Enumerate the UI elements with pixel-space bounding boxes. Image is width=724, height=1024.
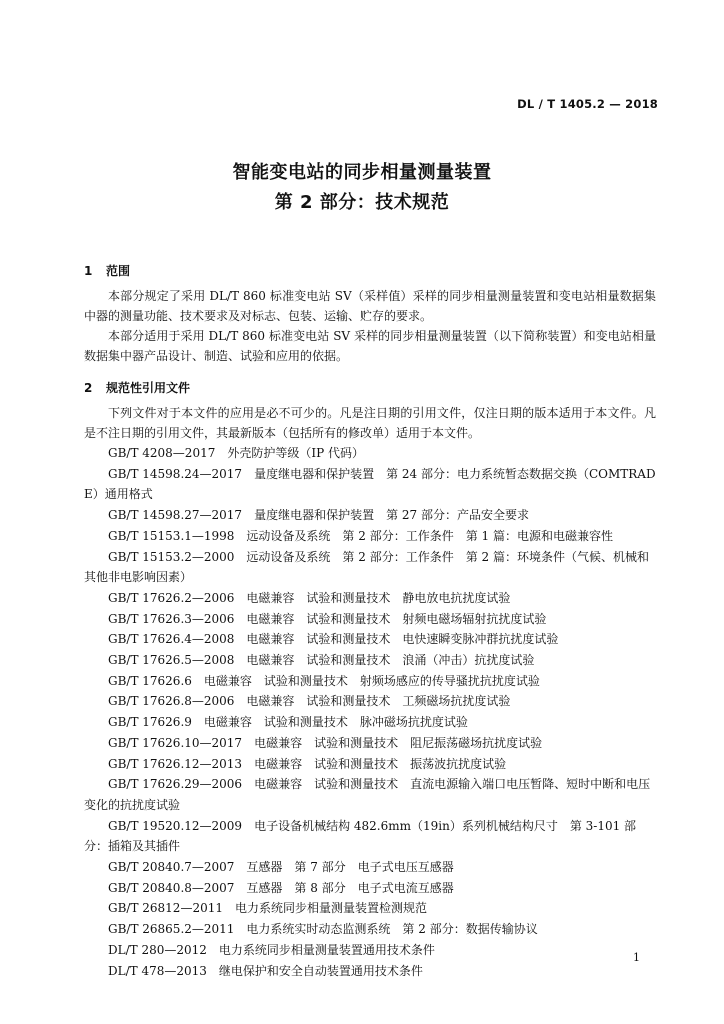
reference-item: GB/T 20840.8—2007 互感器 第 8 部分 电子式电流互感器 [108,880,454,895]
section-heading-scope [84,261,656,282]
reference-item: GB/T 26812—2011 电力系统同步相量测量装置检测规范 [108,901,427,916]
reference-item: GB/T 17626.9 电磁兼容 试验和测量技术 脉冲磁场抗扰度试验 [108,715,468,730]
section-title: 规范性引用文件 [106,381,191,395]
document-title: 智能变电站的同步相量测量装置 [232,162,492,183]
reference-item: GB/T 17626.8—2006 电磁兼容 试验和测量技术 工频磁场抗扰度试验 [108,694,511,709]
paragraph: 本部分规定了采用 DL/T 860 标准变电站 SV（采样值）采样的同步相量测量装置和变电站相量数据集中器的测量功能、技术要求及对标志、包装、运输、贮存的要求。 [84,289,656,323]
reference-item: GB/T 4208—2017 外壳防护等级（IP 代码） [108,446,364,460]
reference-item: GB/T 17626.10—2017 电磁兼容 试验和测量技术 阻尼振荡磁场抗扰度试验 [108,735,543,750]
standard-code: DL / T 1405.2 — 2018 [517,97,658,111]
section-heading-normative-references [84,378,656,399]
reference-item: GB/T 14598.27—2017 量度继电器和保护装置 第 27 部分：产品安全要求 [108,508,529,523]
reference-item: DL/T 478—2013 继电保护和安全自动装置通用技术条件 [108,963,423,978]
reference-item: DL/T 280—2012 电力系统同步相量测量装置通用技术条件 [108,942,435,957]
reference-item: GB/T 15153.2—2000 远动设备及系统 第 2 部分：工作条件 第 2 篇：环境条件（气候、机械和其他非电影响因素） [84,549,649,585]
section-title: 范围 [106,264,131,278]
reference-item: GB/T 17626.12—2013 电磁兼容 试验和测量技术 振荡波抗扰度试验 [108,756,507,771]
paragraph: 下列文件对于本文件的应用是必不可少的。凡是注日期的引用文件，仅注日期的版本适用于本文件。凡是不注日期的引用文件，其最新版本（包括所有的修改单）适用于本文件。 [84,406,656,440]
reference-item: GB/T 15153.1—1998 远动设备及系统 第 2 部分：工作条件 第 1 篇：电源和电磁兼容性 [108,528,613,543]
reference-item: GB/T 17626.3—2006 电磁兼容 试验和测量技术 射频电磁场辐射抗扰度试验 [108,611,547,626]
section-number: 2 [84,381,93,395]
reference-item: GB/T 20840.7—2007 互感器 第 7 部分 电子式电压互感器 [108,860,454,875]
page-number: 1 [633,951,640,964]
reference-item: GB/T 19520.12—2009 电子设备机械结构 482.6mm（19in）系列机械结构尺寸 第 3-101 部分：插箱及其插件 [84,818,637,854]
section-number: 1 [84,264,93,278]
reference-item: GB/T 17626.6 电磁兼容 试验和测量技术 射频场感应的传导骚扰抗扰度试验 [108,673,540,688]
reference-item: GB/T 14598.24—2017 量度继电器和保护装置 第 24 部分：电力系统暂态数据交换（COMTRADE）通用格式 [84,466,656,502]
reference-item: GB/T 17626.29—2006 电磁兼容 试验和测量技术 直流电源输入端口电压暂降、短时中断和电压变化的抗扰度试验 [84,777,651,812]
reference-item: GB/T 17626.5—2008 电磁兼容 试验和测量技术 浪涌（冲击）抗扰度试验 [108,653,535,668]
document-body [84,255,656,981]
document-subtitle: 第 2 部分：技术规范 [274,192,450,213]
reference-item: GB/T 17626.2—2006 电磁兼容 试验和测量技术 静电放电抗扰度试验 [108,590,511,605]
reference-item: GB/T 17626.4—2008 电磁兼容 试验和测量技术 电快速瞬变脉冲群抗扰度试验 [108,632,559,647]
reference-item: GB/T 26865.2—2011 电力系统实时动态监测系统 第 2 部分：数据传输协议 [108,922,538,937]
paragraph: 本部分适用于采用 DL/T 860 标准变电站 SV 采样的同步相量测量装置（以下简称装置）和变电站相量数据集中器产品设计、制造、试验和应用的依据。 [84,329,656,363]
reference-list [84,443,656,981]
